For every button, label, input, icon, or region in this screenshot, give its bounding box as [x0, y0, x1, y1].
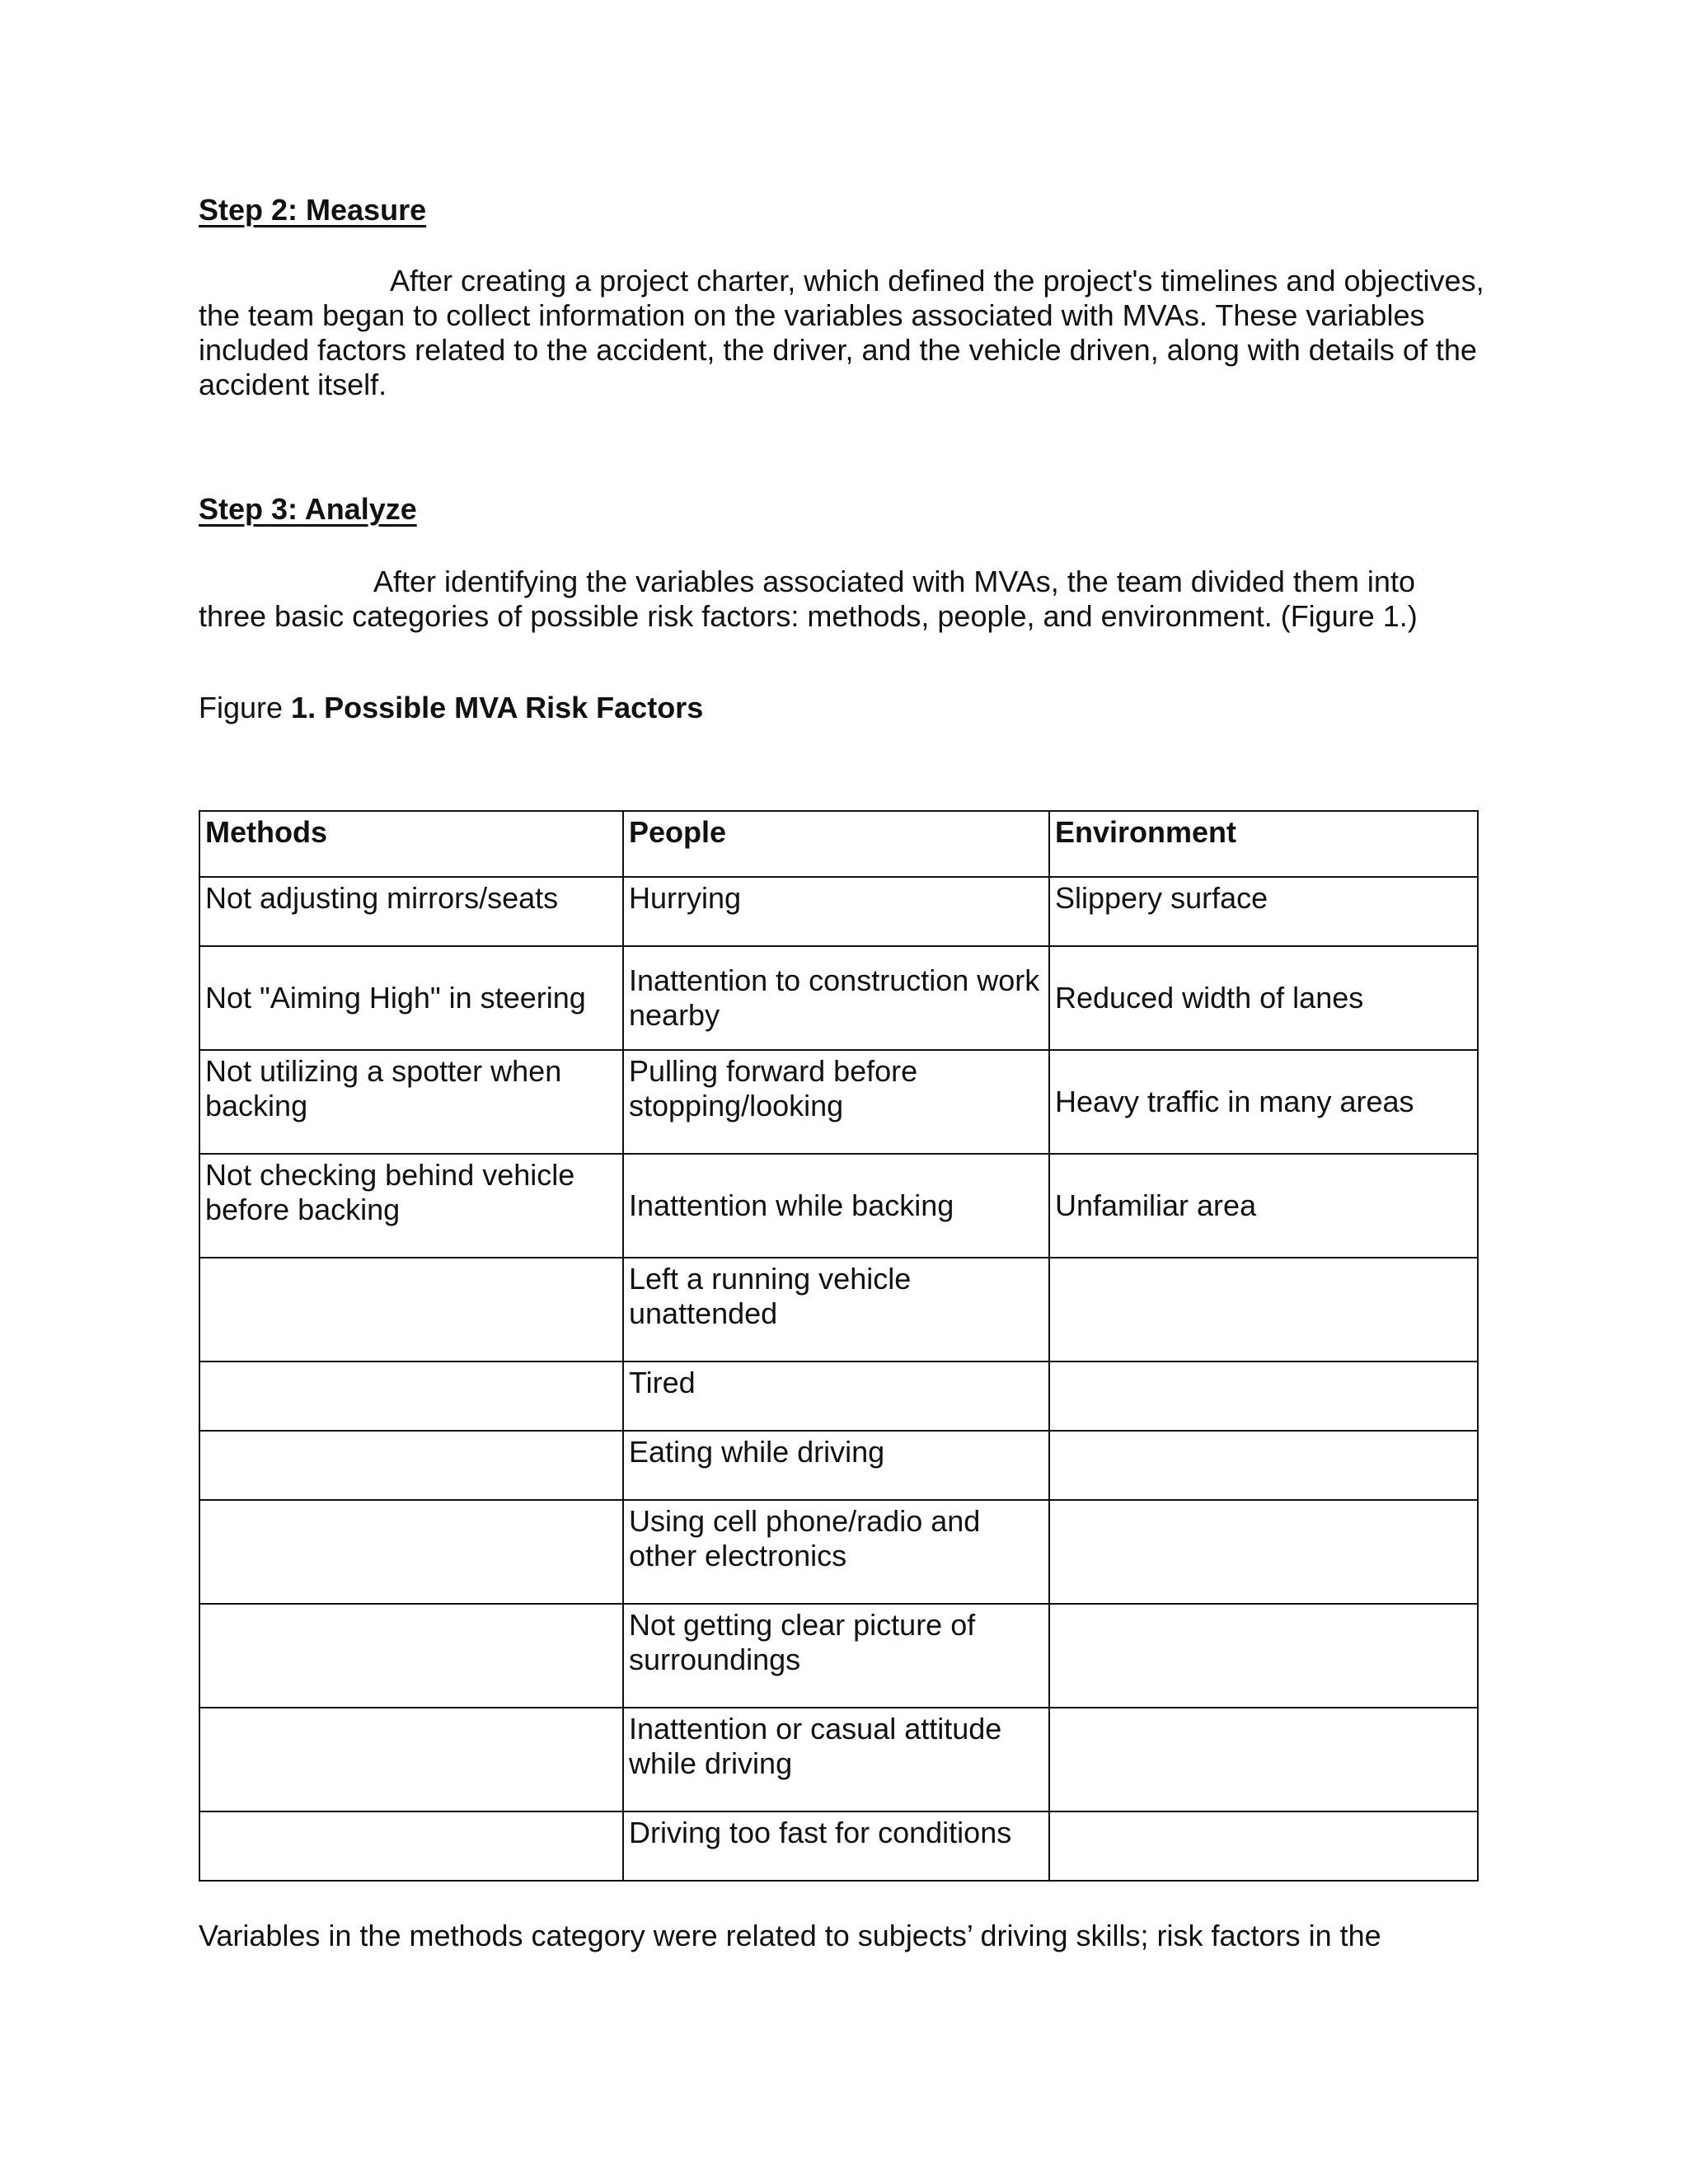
table-cell — [199, 1361, 623, 1431]
table-row — [199, 1604, 1478, 1708]
table-cell — [1049, 1604, 1478, 1708]
figure-caption — [199, 691, 703, 725]
header-environment: Environment — [1049, 811, 1478, 877]
table-row — [199, 877, 1478, 946]
table-cell: Eating while driving — [623, 1431, 1049, 1500]
step3-paragraph: After identifying the variables associated with MVAs, the team divided them into three basic categories of possible risk factors: methods, people, and environment. (Figure 1.) — [199, 565, 1418, 633]
table-cell: Not utilizing a spotter when backing — [199, 1050, 623, 1154]
table-cell — [1049, 1361, 1478, 1431]
step2-heading: Step 2: Measure — [199, 193, 427, 227]
table-cell: Using cell phone/radio and other electronics — [623, 1500, 1049, 1604]
table-cell — [1049, 1811, 1478, 1881]
table-cell: Reduced width of lanes — [1049, 946, 1478, 1050]
table-cell — [1049, 1708, 1478, 1811]
table-row — [199, 1708, 1478, 1811]
table-cell: Hurrying — [623, 877, 1049, 946]
closing-paragraph: Variables in the methods category were related to subjects’ driving skills; risk factors in the — [199, 1919, 1381, 1952]
table-cell — [199, 1500, 623, 1604]
table-cell: Unfamiliar area — [1049, 1154, 1478, 1258]
table-cell: Heavy traffic in many areas — [1049, 1050, 1478, 1154]
table-cell: Inattention while backing — [623, 1154, 1049, 1258]
header-people: People — [623, 811, 1049, 877]
table-cell: Inattention to construction work nearby — [623, 946, 1049, 1050]
table-cell: Driving too fast for conditions — [623, 1811, 1049, 1881]
table-cell — [199, 1604, 623, 1708]
table-row — [199, 1050, 1478, 1154]
table-cell: Not adjusting mirrors/seats — [199, 877, 623, 946]
table-cell — [199, 1708, 623, 1811]
table-cell — [1049, 1431, 1478, 1500]
table-cell: Slippery surface — [1049, 877, 1478, 946]
table-row — [199, 946, 1478, 1050]
table-cell: Left a running vehicle unattended — [623, 1258, 1049, 1361]
table-cell — [1049, 1500, 1478, 1604]
table-row — [199, 1431, 1478, 1500]
table-cell: Not checking behind vehicle before backing — [199, 1154, 623, 1258]
table-cell: Pulling forward before stopping/looking — [623, 1050, 1049, 1154]
table-row — [199, 1361, 1478, 1431]
table-row — [199, 1258, 1478, 1361]
table-cell: Not getting clear picture of surroundings — [623, 1604, 1049, 1708]
table-cell: Not "Aiming High" in steering — [199, 946, 623, 1050]
figure-title: 1. Possible MVA Risk Factors — [291, 691, 704, 724]
header-methods: Methods — [199, 811, 623, 877]
table-cell: Inattention or casual attitude while driving — [623, 1708, 1049, 1811]
table-row — [199, 1811, 1478, 1881]
figure-label: Figure — [199, 691, 292, 724]
table-cell — [1049, 1258, 1478, 1361]
table-row — [199, 1500, 1478, 1604]
table-cell — [199, 1258, 623, 1361]
table-cell — [199, 1811, 623, 1881]
table-cell: Tired — [623, 1361, 1049, 1431]
risk-factors-table — [199, 810, 1479, 1882]
table-cell — [199, 1431, 623, 1500]
step3-heading: Step 3: Analyze — [199, 492, 417, 526]
table-row — [199, 1154, 1478, 1258]
table-header-row — [199, 811, 1478, 877]
step2-paragraph: After creating a project charter, which defined the project's timelines and objectives, the team began to collect information on the variables associated with MVAs. These variables included factors related to the accident, the driver, and the vehicle driven, along with details of the accident itself. — [199, 264, 1484, 401]
